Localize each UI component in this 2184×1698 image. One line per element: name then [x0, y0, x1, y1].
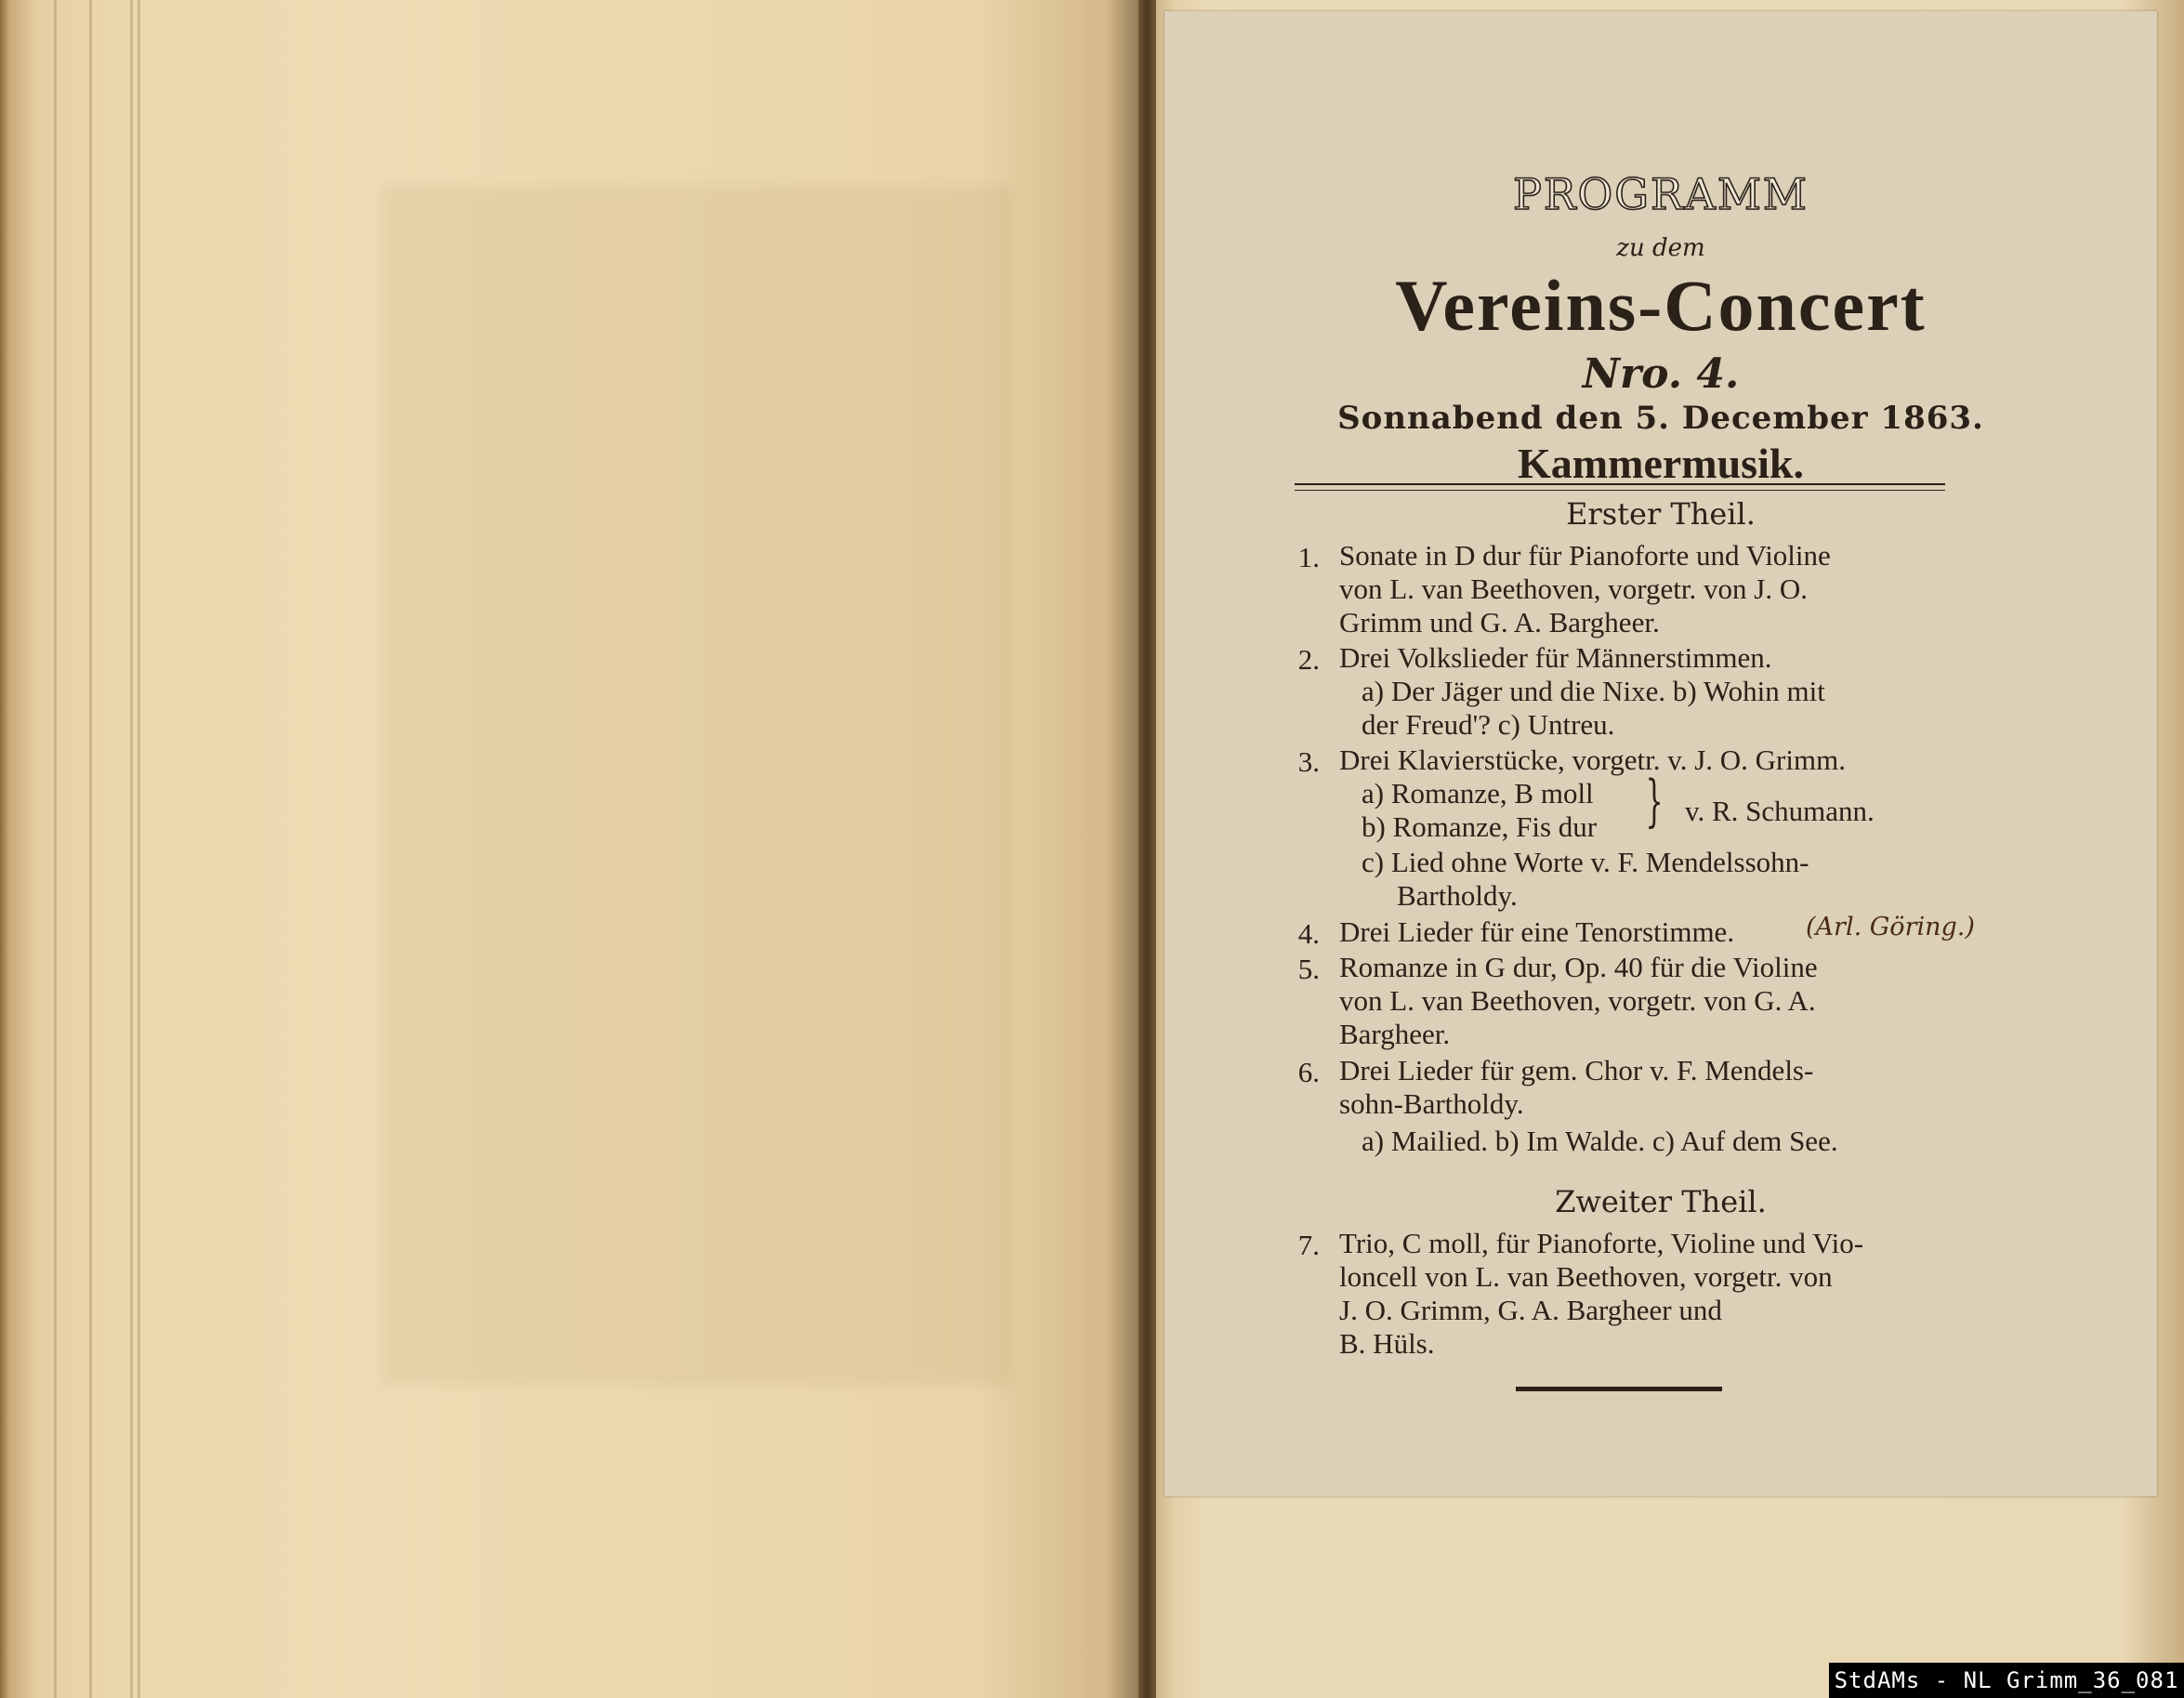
concert-number: Nro. 4.: [1582, 350, 1740, 398]
handwritten-annotation: (Arl. Göring.): [1806, 913, 1975, 941]
item-line: Sonate in D dur für Pianoforte und Violine: [1339, 539, 1831, 572]
item-line: Drei Volkslieder für Männerstimmen.: [1339, 641, 1772, 674]
item-line: Trio, C moll, für Pianoforte, Violine und Vio-: [1339, 1227, 1864, 1259]
item-line: c) Lied ohne Worte v. F. Mendelssohn-: [1362, 846, 1809, 878]
page-edge: [130, 0, 133, 1698]
archive-label: StdAMs - NL Grimm_36_081: [1829, 1663, 2184, 1698]
concert-heading: Vereins-Concert: [1395, 265, 1927, 346]
page-edge: [138, 0, 140, 1698]
item-number: 6.: [1297, 1056, 1320, 1088]
item-number: 7.: [1297, 1229, 1320, 1261]
item-line: Drei Lieder für eine Tenorstimme.: [1339, 915, 1735, 948]
item-line: loncell von L. van Beethoven, vorgetr. von: [1339, 1260, 1833, 1293]
bleed-through-shadow: [381, 186, 1013, 1385]
page-edge: [89, 0, 92, 1698]
double-rule-divider: [1295, 483, 1945, 491]
end-rule-divider: [1516, 1387, 1722, 1391]
programme-sheet: [1164, 11, 2157, 1496]
part-two-title: Zweiter Theil.: [1555, 1184, 1767, 1219]
item-number: 2.: [1297, 643, 1320, 676]
item-line: von L. van Beethoven, vorgetr. von G. A.: [1339, 984, 1816, 1017]
item-line: der Freud'? c) Untreu.: [1362, 708, 1615, 741]
item-number: 4.: [1297, 917, 1320, 950]
item-line: b) Romanze, Fis dur: [1362, 810, 1598, 843]
item-line: Bargheer.: [1339, 1018, 1451, 1050]
item-number: 5.: [1297, 953, 1320, 985]
concert-genre: Kammermusik.: [1518, 440, 1804, 487]
item-line: Grimm und G. A. Bargheer.: [1339, 606, 1660, 638]
part-one-title: Erster Theil.: [1566, 496, 1756, 532]
brace-symbol: }: [1645, 769, 1664, 834]
item-line: Drei Klavierstücke, vorgetr. v. J. O. Grimm.: [1339, 744, 1846, 776]
item-number: 1.: [1297, 541, 1320, 573]
item-line: Romanze in G dur, Op. 40 für die Violine: [1339, 951, 1818, 983]
item-line: a) Mailied. b) Im Walde. c) Auf dem See.: [1362, 1125, 1838, 1157]
item-line: J. O. Grimm, G. A. Bargheer und: [1339, 1294, 1722, 1326]
item-line: a) Romanze, B moll: [1362, 777, 1594, 810]
item-line: sohn-Bartholdy.: [1339, 1087, 1524, 1120]
item-number: 3.: [1297, 745, 1320, 778]
page-edge: [54, 0, 57, 1698]
item-line: von L. van Beethoven, vorgetr. von J. O.: [1339, 573, 1808, 605]
programme-subtitle: zu dem: [1616, 234, 1705, 262]
item-line: B. Hüls.: [1339, 1327, 1435, 1360]
item-line: v. R. Schumann.: [1685, 795, 1875, 827]
item-line: Bartholdy.: [1397, 879, 1518, 912]
item-line: Drei Lieder für gem. Chor v. F. Mendels-: [1339, 1054, 1814, 1086]
programme-title: PROGRAMM: [1512, 169, 1809, 219]
item-line: a) Der Jäger und die Nixe. b) Wohin mit: [1362, 675, 1825, 707]
concert-date: Sonnabend den 5. December 1863.: [1337, 400, 1984, 437]
